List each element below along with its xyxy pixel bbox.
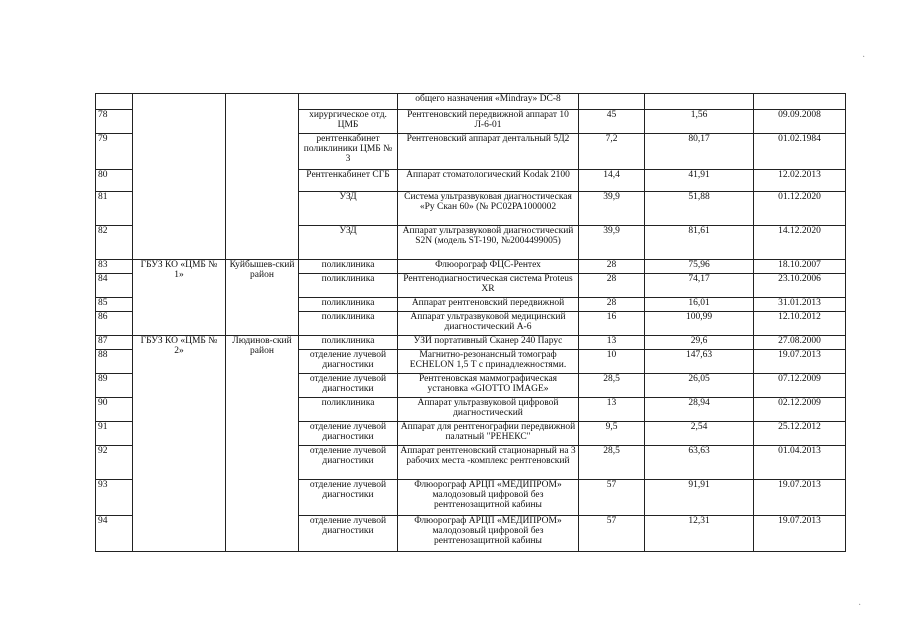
device-cell: Рентгенодиагностическая система Proteus XR xyxy=(398,274,579,298)
organization-cell: ГБУЗ КО «ЦМБ № 2» xyxy=(133,336,226,552)
value-a-cell: 28 xyxy=(579,274,645,298)
date-cell: 12.10.2012 xyxy=(754,312,846,336)
value-a-cell: 10 xyxy=(579,350,645,374)
value-a-cell: 13 xyxy=(579,398,645,422)
date-cell: 12.02.2013 xyxy=(754,170,846,192)
value-a-cell: 39,9 xyxy=(579,226,645,260)
date-cell: 07.12.2009 xyxy=(754,374,846,398)
date-cell: 01.04.2013 xyxy=(754,446,846,480)
device-cell: Аппарат для рентгенографии передвижной палатный "РЕНЕКС" xyxy=(398,422,579,446)
district-cell: Людинов-ский район xyxy=(226,336,299,552)
value-a-cell: 45 xyxy=(579,110,645,134)
district-cell: Куйбышев-ский район xyxy=(226,260,299,336)
value-b-cell: 63,63 xyxy=(645,446,754,480)
value-a-cell: 28,5 xyxy=(579,446,645,480)
date-cell: 01.02.1984 xyxy=(754,134,846,170)
value-a-cell: 39,9 xyxy=(579,192,645,226)
row-number: 91 xyxy=(96,422,133,446)
district-cell xyxy=(226,94,299,260)
device-cell: Аппарат рентгеновский передвижной xyxy=(398,298,579,312)
value-b-cell: 41,91 xyxy=(645,170,754,192)
device-cell: Аппарат ультразвуковой диагностический S2N (модель ST-190, №2004499005) xyxy=(398,226,579,260)
device-cell: Аппарат стоматологический Kodak 2100 xyxy=(398,170,579,192)
device-cell: Флюорограф АРЦП «МЕДИПРОМ» малодозовый цифровой без рентгенозащитной кабины xyxy=(398,480,579,516)
value-a-cell: 57 xyxy=(579,480,645,516)
value-b-cell: 26,05 xyxy=(645,374,754,398)
row-number: 81 xyxy=(96,192,133,226)
value-b-cell: 100,99 xyxy=(645,312,754,336)
value-b-cell: 29,6 xyxy=(645,336,754,350)
value-a-cell: 14,4 xyxy=(579,170,645,192)
device-cell: Аппарат рентгеновский стационарный на 3 рабочих места -комплекс рентгеновский xyxy=(398,446,579,480)
value-a-cell xyxy=(579,94,645,110)
row-number: 83 xyxy=(96,260,133,274)
date-cell xyxy=(754,94,846,110)
value-b-cell: 74,17 xyxy=(645,274,754,298)
device-cell: Рентгеновский аппарат дентальный 5Д2 xyxy=(398,134,579,170)
row-number: 89 xyxy=(96,374,133,398)
date-cell: 18.10.2007 xyxy=(754,260,846,274)
date-cell: 31.01.2013 xyxy=(754,298,846,312)
table-row xyxy=(96,336,846,350)
table-row xyxy=(96,94,846,110)
device-cell: общего назначения «Mindray» DC-8 xyxy=(398,94,579,110)
department-cell: поликлиника xyxy=(299,398,398,422)
value-b-cell: 91,91 xyxy=(645,480,754,516)
device-cell: Рентгеновская маммографическая установка «GIOTTO IMAGE» xyxy=(398,374,579,398)
value-a-cell: 28,5 xyxy=(579,374,645,398)
value-a-cell: 9,5 xyxy=(579,422,645,446)
value-b-cell: 81,61 xyxy=(645,226,754,260)
organization-cell: ГБУЗ КО «ЦМБ № 1» xyxy=(133,260,226,336)
row-number: 82 xyxy=(96,226,133,260)
row-number xyxy=(96,94,133,110)
device-cell: Рентгеновский передвижной аппарат 10 Л-6-01 xyxy=(398,110,579,134)
row-number: 94 xyxy=(96,516,133,552)
department-cell: поликлиника xyxy=(299,260,398,274)
department-cell: Рентгенкабинет СГБ xyxy=(299,170,398,192)
department-cell: УЗД xyxy=(299,226,398,260)
table-row xyxy=(96,260,846,274)
row-number: 79 xyxy=(96,134,133,170)
value-b-cell: 16,01 xyxy=(645,298,754,312)
value-b-cell: 28,94 xyxy=(645,398,754,422)
date-cell: 19.07.2013 xyxy=(754,516,846,552)
row-number: 85 xyxy=(96,298,133,312)
department-cell: отделение лучевой диагностики xyxy=(299,480,398,516)
department-cell: отделение лучевой диагностики xyxy=(299,350,398,374)
date-cell: 25.12.2012 xyxy=(754,422,846,446)
device-cell: Система ультразвуковая диагностическая «Ру Скан 60» (№ РС02РА1000002 xyxy=(398,192,579,226)
device-cell: Аппарат ультразвуковой медицинский диагностический А-6 xyxy=(398,312,579,336)
department-cell xyxy=(299,94,398,110)
date-cell: 01.12.2020 xyxy=(754,192,846,226)
device-cell: Флюорограф ФЦС-Рентех xyxy=(398,260,579,274)
device-cell: Аппарат ультразвуковой цифровой диагностический xyxy=(398,398,579,422)
department-cell: поликлиника xyxy=(299,298,398,312)
department-cell: поликлиника xyxy=(299,312,398,336)
department-cell: УЗД xyxy=(299,192,398,226)
device-cell: УЗИ портативный Сканер 240 Парус xyxy=(398,336,579,350)
value-a-cell: 57 xyxy=(579,516,645,552)
date-cell: 14.12.2020 xyxy=(754,226,846,260)
row-number: 86 xyxy=(96,312,133,336)
department-cell: поликлиника xyxy=(299,336,398,350)
date-cell: 23.10.2006 xyxy=(754,274,846,298)
value-b-cell xyxy=(645,94,754,110)
value-a-cell: 28 xyxy=(579,298,645,312)
value-b-cell: 51,88 xyxy=(645,192,754,226)
row-number: 84 xyxy=(96,274,133,298)
value-a-cell: 16 xyxy=(579,312,645,336)
equipment-table xyxy=(95,93,846,552)
value-b-cell: 80,17 xyxy=(645,134,754,170)
scan-dot: · xyxy=(858,600,862,611)
value-b-cell: 147,63 xyxy=(645,350,754,374)
date-cell: 27.08.2000 xyxy=(754,336,846,350)
row-number: 93 xyxy=(96,480,133,516)
date-cell: 19.07.2013 xyxy=(754,350,846,374)
row-number: 90 xyxy=(96,398,133,422)
device-cell: Флюорограф АРЦП «МЕДИПРОМ» малодозовый цифровой без рентгенозащитной кабины xyxy=(398,516,579,552)
value-a-cell: 28 xyxy=(579,260,645,274)
value-a-cell: 13 xyxy=(579,336,645,350)
value-b-cell: 12,31 xyxy=(645,516,754,552)
department-cell: отделение лучевой диагностики xyxy=(299,446,398,480)
department-cell: отделение лучевой диагностики xyxy=(299,422,398,446)
row-number: 92 xyxy=(96,446,133,480)
date-cell: 19.07.2013 xyxy=(754,480,846,516)
scan-dot: · xyxy=(862,52,866,63)
row-number: 88 xyxy=(96,350,133,374)
organization-cell xyxy=(133,94,226,260)
date-cell: 02.12.2009 xyxy=(754,398,846,422)
department-cell: поликлиника xyxy=(299,274,398,298)
value-b-cell: 2,54 xyxy=(645,422,754,446)
value-b-cell: 75,96 xyxy=(645,260,754,274)
department-cell: отделение лучевой диагностики xyxy=(299,516,398,552)
row-number: 87 xyxy=(96,336,133,350)
department-cell: хирургическое отд. ЦМБ xyxy=(299,110,398,134)
value-b-cell: 1,56 xyxy=(645,110,754,134)
date-cell: 09.09.2008 xyxy=(754,110,846,134)
device-cell: Магнитно-резонансный томограф ECHELON 1,5 Т с принадлежностями. xyxy=(398,350,579,374)
value-a-cell: 7,2 xyxy=(579,134,645,170)
department-cell: отделение лучевой диагностики xyxy=(299,374,398,398)
row-number: 78 xyxy=(96,110,133,134)
row-number: 80 xyxy=(96,170,133,192)
department-cell: рентгенкабинет поликлиники ЦМБ № 3 xyxy=(299,134,398,170)
